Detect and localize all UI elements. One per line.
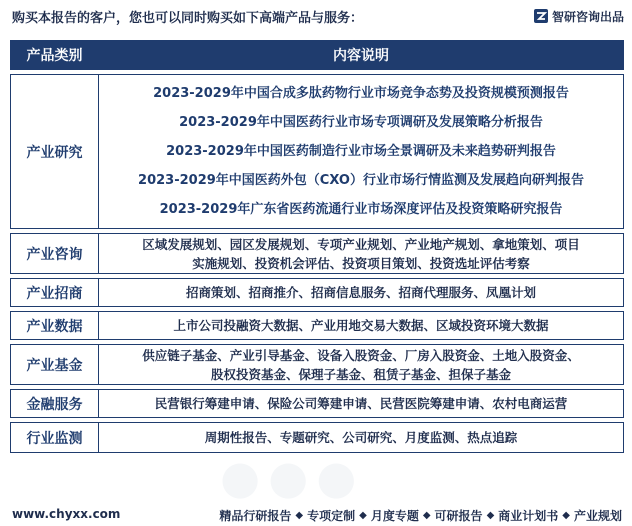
- category-cell: 产业咨询: [11, 234, 99, 274]
- content-cell: [99, 390, 624, 418]
- footer-link[interactable]: 精品行研报告: [219, 509, 292, 523]
- table-row: [11, 423, 624, 453]
- report-link[interactable]: 2023-2029年中国医药外包（CXO）行业市场行情监测及发展趋向研判报告: [138, 173, 584, 188]
- brand-name: 智研咨询出品: [551, 9, 624, 24]
- category-cell: 金融服务: [11, 390, 99, 418]
- header-content: 内容说明: [99, 41, 624, 70]
- footer-link[interactable]: 月度专题: [370, 509, 419, 523]
- report-link[interactable]: 2023-2029年广东省医药流通行业市场深度评估及投资策略研究报告: [159, 202, 563, 217]
- report-link[interactable]: 2023-2029年中国医药行业市场专项调研及发展策略分析报告: [179, 115, 543, 130]
- content-cell: [99, 234, 624, 274]
- table-row: [11, 312, 624, 340]
- content-cell: [99, 423, 624, 453]
- diamond-separator-icon: ◆: [295, 510, 304, 521]
- report-link[interactable]: 2023-2029年中国合成多肽药物行业市场竞争态势及投资规模预测报告: [153, 86, 569, 101]
- footer-url[interactable]: www.chyxx.com: [12, 507, 121, 521]
- report-list: [99, 75, 624, 229]
- table-row: [11, 390, 624, 418]
- diamond-separator-icon: ◆: [562, 510, 570, 521]
- brand: [534, 6, 624, 26]
- table-row: [11, 279, 624, 307]
- content-line: 周期性报告、专题研究、公司研究、月度监测、热点追踪: [204, 430, 518, 445]
- content-line: 上市公司投融资大数据、产业用地交易大数据、区域投资环境大数据: [173, 318, 549, 333]
- zhiyan-logo-icon: [534, 9, 548, 23]
- category-cell: 产业基金: [11, 345, 99, 385]
- intro-text: 购买本报告的客户，您也可以同时购买如下高端产品与服务：: [12, 11, 364, 26]
- content-line: 实施规划、投资机会评估、投资项目策划、投资选址评估考察: [192, 255, 530, 271]
- content-line: 民营银行筹建申请、保险公司筹建申请、民营医院筹建申请、农村电商运营: [154, 396, 568, 411]
- table-row: [11, 234, 624, 274]
- content-cell: [99, 312, 624, 340]
- table-row: [11, 75, 624, 229]
- watermark: ●●●: [220, 450, 365, 504]
- content-line: 股权投资基金、保理子基金、租赁子基金、担保子基金: [210, 366, 511, 382]
- footer-link[interactable]: 商业计划书: [498, 509, 559, 523]
- category-cell: 行业监测: [11, 423, 99, 453]
- header-category: 产品类别: [11, 41, 99, 70]
- footer-link[interactable]: 专项定制: [307, 509, 356, 523]
- footer: [0, 502, 632, 526]
- content-line: 招商策划、招商推介、招商信息服务、招商代理服务、凤凰计划: [185, 285, 536, 300]
- diamond-separator-icon: ◆: [422, 510, 431, 521]
- content-line: 供应链子基金、产业引导基金、设备入股资金、厂房入股资金、土地入股资金、: [142, 347, 580, 363]
- table-row: [11, 345, 624, 385]
- table-header: [11, 41, 624, 70]
- top-bar: [0, 0, 632, 32]
- product-table: [10, 40, 624, 453]
- category-cell: 产业招商: [11, 279, 99, 307]
- diamond-separator-icon: ◆: [486, 510, 495, 521]
- content-line: 区域发展规划、园区发展规划、专项产业规划、产业地产规划、拿地策划、项目: [142, 236, 580, 252]
- footer-link[interactable]: 可研报告: [434, 509, 483, 523]
- footer-link[interactable]: 产业规划: [573, 509, 622, 523]
- footer-links: [219, 507, 622, 524]
- category-cell: 产业数据: [11, 312, 99, 340]
- content-cell: [99, 345, 624, 385]
- diamond-separator-icon: ◆: [359, 510, 367, 521]
- report-link[interactable]: 2023-2029年中国医药制造行业市场全景调研及未来趋势研判报告: [166, 144, 556, 159]
- content-cell: [99, 279, 624, 307]
- category-cell: 产业研究: [11, 75, 99, 229]
